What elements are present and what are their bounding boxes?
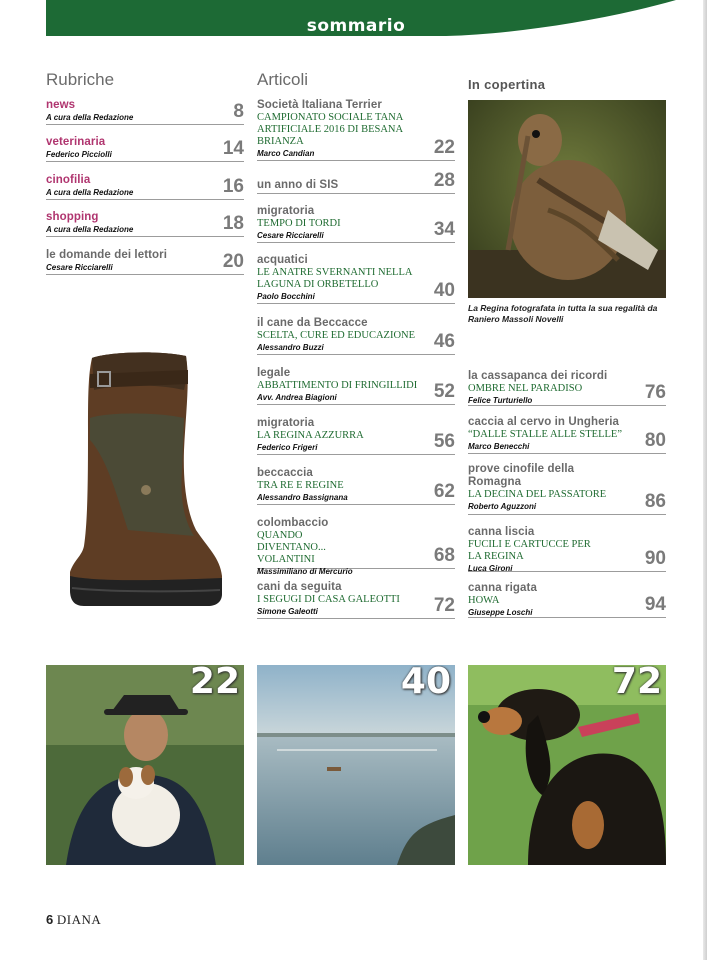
article-section: canna rigata [468,582,537,594]
page-folio [46,912,101,928]
article-title: LA REGINA AZZURRA [257,430,364,441]
article-entry[interactable] [257,205,455,243]
rubrica-entry-domande[interactable] [46,249,244,275]
page-number: 68 [433,545,455,566]
page-number: 86 [644,491,666,512]
rubrica-author: A cura della Redazione [46,113,134,122]
article-author: Marco Benecchi [468,442,530,451]
rubrica-author: A cura della Redazione [46,188,134,197]
page-number: 18 [222,213,244,234]
article-author: Luca Gironi [468,564,513,573]
article-title: TRA RE E REGINE [257,480,344,491]
article-author: Massimiliano di Mercurio [257,567,353,576]
article-title: ABBATTIMENTO DI FRINGILLIDI [257,380,418,391]
cover-article-entry[interactable] [468,463,666,515]
article-entry[interactable] [257,172,455,194]
article-title: OMBRE NEL PARADISO [468,383,583,394]
rubrica-entry-veterinaria[interactable] [46,136,244,162]
page-number: 8 [233,101,244,122]
header-banner [46,0,676,36]
article-entry[interactable] [257,254,455,304]
article-section: canna liscia [468,526,535,538]
cover-caption: La Regina fotografata in tutta la sua regalità da Raniero Massoli Novelli [468,303,658,324]
page-number: 28 [433,170,455,191]
rubrica-author: Cesare Ricciarelli [46,263,113,272]
article-title: TEMPO DI TORDI [257,218,341,229]
page-number: 20 [222,251,244,272]
article-entry[interactable] [257,417,455,455]
article-title: LA DECINA DEL PASSATORE [468,489,607,500]
article-section: beccaccia [257,467,313,479]
article-section: colombaccio [257,517,329,529]
article-author: Cesare Ricciarelli [257,231,324,240]
page-number: 52 [433,381,455,402]
thumbnail-page-number: 72 [611,665,662,702]
rubrica-section: cinofilia [46,174,91,186]
article-entry[interactable] [257,467,455,505]
article-entry[interactable] [257,317,455,355]
article-author: Alessandro Buzzi [257,343,324,352]
article-title: I SEGUGI DI CASA GALEOTTI [257,594,400,605]
page-number: 94 [644,594,666,615]
page-number: 56 [433,431,455,452]
article-title: “DALLE STALLE ALLE STELLE” [468,429,622,440]
article-section: Società Italiana Terrier [257,99,382,111]
page-number: 62 [433,481,455,502]
page-number: 46 [433,331,455,352]
article-section: il cane da Beccacce [257,317,368,329]
article-author: Alessandro Bassignana [257,493,348,502]
article-section: migratoria [257,205,315,217]
article-author: Giuseppe Loschi [468,608,533,617]
article-title: SCELTA, CURE ED EDUCAZIONE [257,330,416,341]
article-title: QUANDO DIVENTANO... VOLANTINI [257,530,326,565]
rubrica-section: news [46,99,76,111]
article-section: prove cinofile della Romagna [468,463,575,488]
rubrica-author: Federico Picciolli [46,150,112,159]
page-number: 80 [644,430,666,451]
article-entry[interactable] [257,367,455,405]
rubriche-heading: Rubriche [46,70,115,89]
article-section: migratoria [257,417,315,429]
rubrica-section: shopping [46,211,99,223]
article-author: Avv. Andrea Biagioni [257,393,337,402]
article-section: cani da seguita [257,581,342,593]
article-title: LE ANATRE SVERNANTI NELLA LAGUNA DI ORBETELLO [257,267,412,290]
article-section: la cassapanca dei ricordi [468,370,608,382]
article-entry[interactable] [257,517,455,576]
thumbnail-page-number: 40 [400,665,451,702]
article-section: un anno di SIS [257,179,339,191]
page-number: 72 [433,595,455,616]
copertina-heading: In copertina [468,77,546,92]
article-author: Roberto Aguzzoni [468,502,537,511]
page-number: 34 [433,219,455,240]
page-number: 22 [433,137,455,158]
article-author: Marco Candian [257,149,315,158]
boot-product-image [68,350,228,615]
articoli-heading: Articoli [257,70,309,89]
thumbnail-hound-photo[interactable] [468,665,666,865]
page-edge [703,0,707,960]
article-author: Felice Turturiello [468,396,533,405]
cover-article-entry[interactable] [468,370,666,406]
page-number: 16 [222,176,244,197]
page-title: sommario [306,16,406,36]
rubrica-section: veterinaria [46,136,106,148]
page-number: 90 [644,548,666,569]
rubrica-author: A cura della Redazione [46,225,134,234]
article-section: acquatici [257,254,308,266]
article-author: Federico Frigeri [257,443,318,452]
article-title: HOWA [468,595,500,606]
article-author: Simone Galeotti [257,607,318,616]
page-number: 76 [644,382,666,403]
folio-number: 6 [46,912,54,927]
article-section: caccia al cervo in Ungheria [468,416,619,428]
thumbnail-page-number: 22 [189,665,240,702]
article-section: legale [257,367,291,379]
rubrica-entry-news[interactable] [46,99,244,125]
thumbnail-lagoon-photo[interactable] [257,665,455,865]
article-title: CAMPIONATO SOCIALE TANA ARTIFICIALE 2016 DI BESANA BRIANZA [257,112,403,147]
article-title: FUCILI E CARTUCCE PER LA REGINA [468,539,591,562]
page-number: 14 [222,138,244,159]
article-entry[interactable] [257,581,455,619]
article-entry[interactable] [257,99,455,161]
cover-article-entry[interactable] [468,416,666,454]
rubrica-entry-shopping[interactable] [46,211,244,237]
page-number: 40 [433,280,455,301]
rubrica-section: le domande dei lettori [46,249,168,261]
cover-article-entry[interactable] [468,526,666,572]
magazine-name: DIANA [56,912,102,927]
thumbnail-terrier-photo[interactable] [46,665,244,865]
article-author: Paolo Bocchini [257,292,315,301]
cover-photo-woodcock [468,100,666,298]
cover-article-entry[interactable] [468,582,666,618]
rubrica-entry-cinofilia[interactable] [46,174,244,200]
